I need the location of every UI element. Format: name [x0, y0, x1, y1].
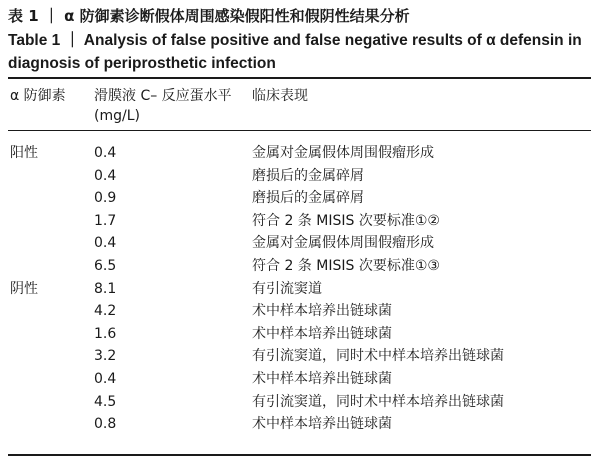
cell-crp-value: 0.8	[94, 416, 117, 433]
cell-clinical: 术中样本培养出链球菌	[252, 325, 392, 342]
cell-clinical: 术中样本培养出链球菌	[252, 416, 392, 433]
cell-clinical: 术中样本培养出链球菌	[252, 303, 392, 320]
cell-crp-value: 0.4	[94, 370, 117, 387]
header-synovial-crp: 滑膜液 C– 反应蛋水平 (mg/L)	[94, 88, 232, 124]
table-row	[8, 187, 591, 210]
table-caption-english: Table 1 ｜ Analysis of false positive and false negative results of α defensin in diagnosis of periprosthetic infection	[8, 32, 582, 72]
cell-crp-value: 1.6	[94, 325, 117, 342]
table-row	[8, 278, 591, 301]
cell-clinical: 符合 2 条 MISIS 次要标准①③	[252, 257, 440, 274]
table-row	[8, 255, 591, 278]
cell-crp-value: 6.5	[94, 257, 117, 274]
header-clinical-presentation: 临床表现	[252, 88, 308, 104]
header-alpha-defensin: α 防御素	[10, 88, 66, 104]
cell-crp-value: 3.2	[94, 348, 117, 365]
cell-clinical: 有引流窦道	[252, 280, 322, 297]
cell-crp-value: 8.1	[94, 280, 117, 297]
table-row	[8, 323, 591, 346]
cell-group: 阳性	[10, 145, 38, 161]
table-row	[8, 210, 591, 233]
cell-crp-value: 0.9	[94, 190, 117, 207]
cell-group: 阴性	[10, 280, 38, 297]
table-row	[8, 165, 591, 188]
cell-clinical: 有引流窦道，同时术中样本培养出链球菌	[252, 348, 504, 365]
cell-clinical: 符合 2 条 MISIS 次要标准①②	[252, 212, 440, 229]
cell-clinical: 有引流窦道，同时术中样本培养出链球菌	[252, 393, 504, 410]
table-row	[8, 232, 591, 255]
table-row	[8, 300, 591, 323]
top-rule	[8, 77, 591, 79]
header-rule	[8, 130, 591, 131]
cell-crp-value: 1.7	[94, 212, 117, 229]
cell-crp-value: 0.4	[94, 145, 117, 161]
bottom-rule	[8, 454, 591, 456]
cell-crp-value: 4.5	[94, 393, 117, 410]
cell-crp-value: 0.4	[94, 167, 117, 184]
cell-crp-value: 4.2	[94, 303, 117, 320]
table-caption-chinese: 表 1 ｜ α 防御素诊断假体周围感染假阳性和假阴性结果分析	[8, 7, 410, 25]
cell-clinical: 磨损后的金属碎屑	[252, 167, 364, 184]
table-row	[8, 413, 591, 436]
table-row	[8, 391, 591, 414]
cell-clinical: 金属对金属假体周围假瘤形成	[252, 235, 434, 252]
table-row	[8, 142, 591, 165]
cell-crp-value: 0.4	[94, 235, 117, 252]
cell-clinical: 术中样本培养出链球菌	[252, 370, 392, 387]
table-row	[8, 368, 591, 391]
table-row	[8, 345, 591, 368]
cell-clinical: 磨损后的金属碎屑	[252, 190, 364, 207]
cell-clinical: 金属对金属假体周围假瘤形成	[252, 145, 434, 161]
table-body	[8, 142, 591, 436]
